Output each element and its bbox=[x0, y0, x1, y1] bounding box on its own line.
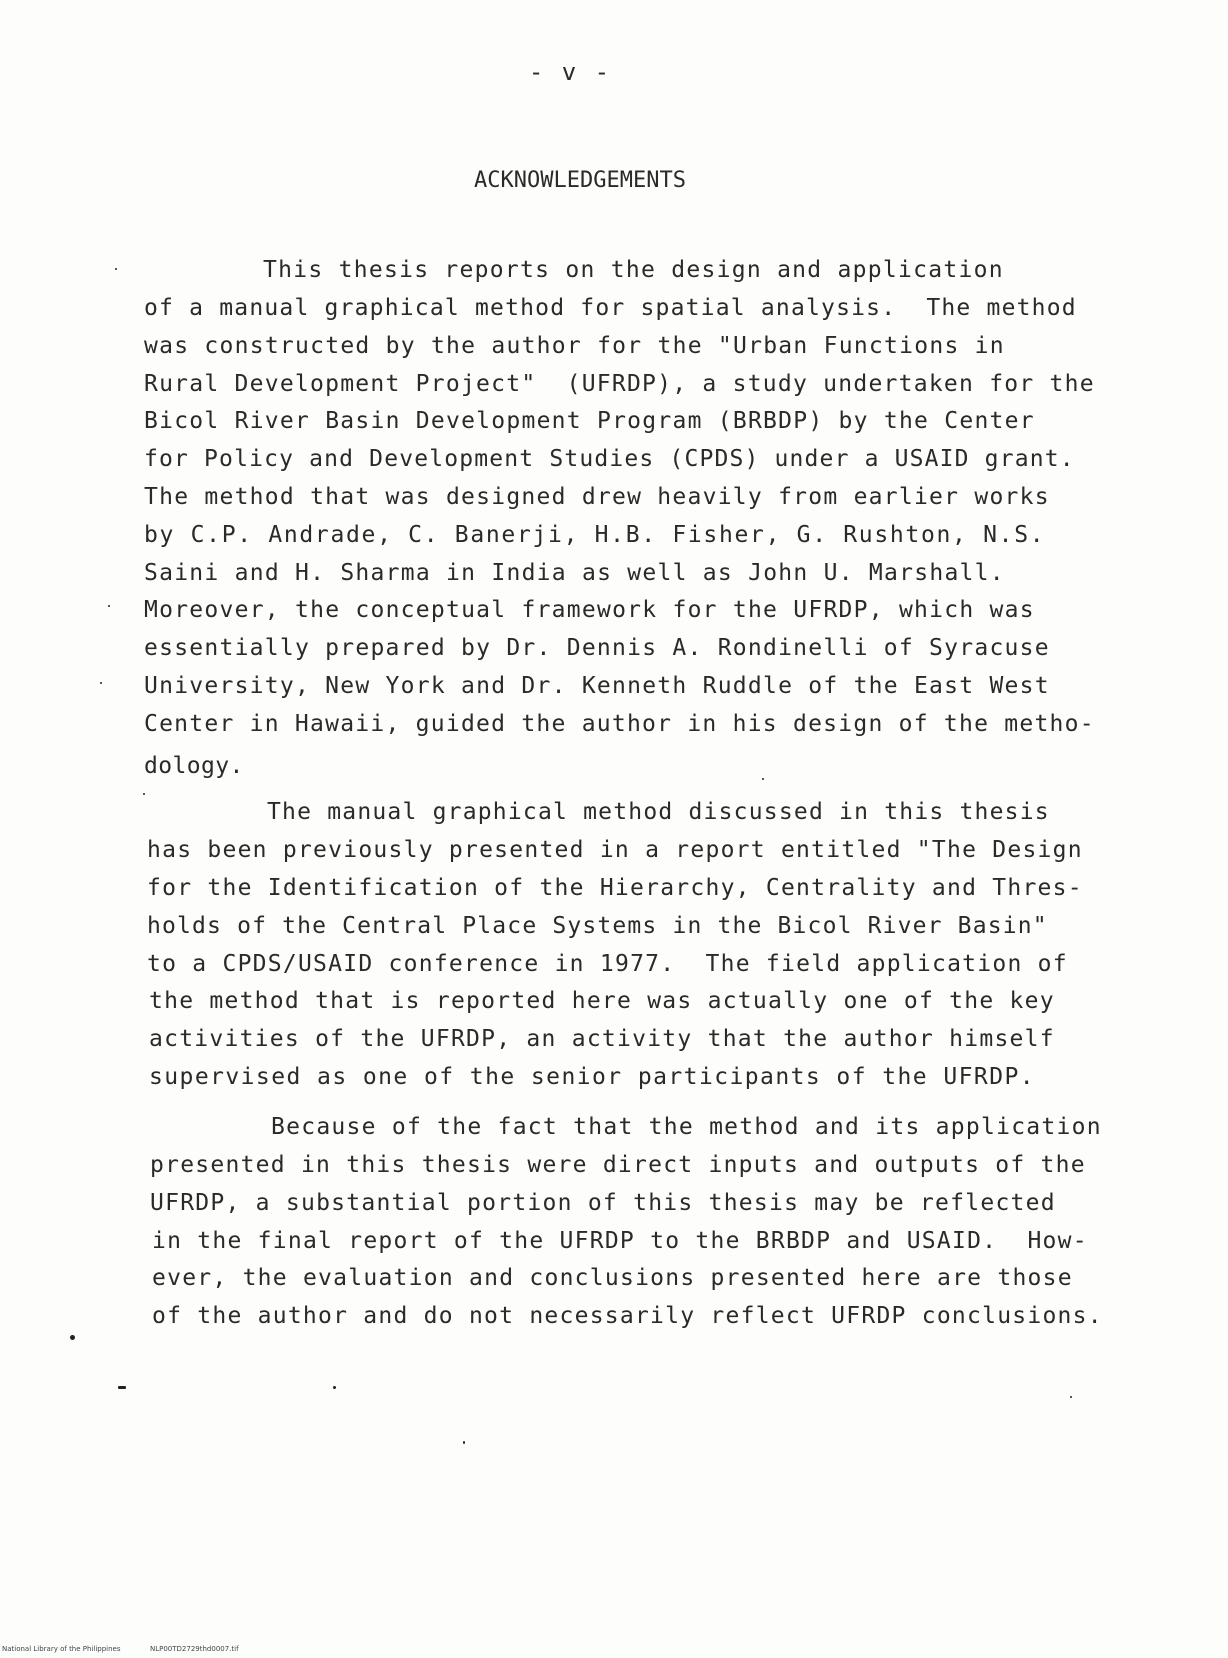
text-line: dology. bbox=[144, 753, 244, 779]
scan-speck bbox=[108, 605, 110, 607]
text-line: supervised as one of the senior participants of the UFRDP. bbox=[149, 1064, 1036, 1090]
scan-speck bbox=[115, 268, 117, 270]
text-line: of a manual graphical method for spatial analysis. The method bbox=[144, 295, 1077, 321]
text-line: Bicol River Basin Development Program (BRBDP) by the Center bbox=[144, 408, 1035, 434]
scan-speck bbox=[70, 1335, 75, 1340]
text-line: University, New York and Dr. Kenneth Ruddle of the East West bbox=[144, 673, 1050, 699]
text-line: by C.P. Andrade, C. Banerji, H.B. Fisher, G. Rushton, N.S. bbox=[144, 522, 1046, 548]
text-line: Because of the fact that the method and its application bbox=[271, 1114, 1102, 1140]
text-line: UFRDP, a substantial portion of this thesis may be reflected bbox=[150, 1190, 1056, 1216]
text-line: to a CPDS/USAID conference in 1977. The field application of bbox=[147, 951, 1068, 977]
scan-speck bbox=[100, 682, 102, 684]
page-title: ACKNOWLEDGEMENTS bbox=[474, 168, 686, 193]
scan-speck bbox=[143, 793, 145, 795]
text-line: Moreover, the conceptual framework for the UFRDP, which was bbox=[144, 597, 1035, 623]
footer-file-id: NLP00TD2729thd0007.tif bbox=[150, 1645, 239, 1653]
text-line: was constructed by the author for the "Urban Functions in bbox=[144, 333, 1005, 359]
text-line: in the final report of the UFRDP to the BRBDP and USAID. How- bbox=[152, 1228, 1088, 1254]
text-line: Rural Development Project" (UFRDP), a study undertaken for the bbox=[144, 371, 1095, 397]
text-line: of the author and do not necessarily reflect UFRDP conclusions. bbox=[152, 1303, 1103, 1329]
text-line: The method that was designed drew heavily from earlier works bbox=[144, 484, 1050, 510]
text-line: Center in Hawaii, guided the author in his design of the metho- bbox=[144, 711, 1095, 737]
text-line: for the Identification of the Hierarchy, Centrality and Thres- bbox=[147, 875, 1083, 901]
scan-speck bbox=[118, 1386, 126, 1389]
text-line: ever, the evaluation and conclusions presented here are those bbox=[152, 1265, 1073, 1291]
text-line: holds of the Central Place Systems in the Bicol River Basin" bbox=[147, 913, 1048, 939]
scan-speck bbox=[1070, 1396, 1072, 1398]
text-line: essentially prepared by Dr. Dennis A. Rondinelli of Syracuse bbox=[144, 635, 1050, 661]
scan-speck bbox=[762, 778, 764, 780]
text-line: for Policy and Development Studies (CPDS) under a USAID grant. bbox=[144, 446, 1075, 472]
scan-speck bbox=[463, 1441, 465, 1444]
text-line: the method that is reported here was actually one of the key bbox=[149, 988, 1055, 1014]
footer-library: National Library of the Philippines bbox=[2, 1645, 121, 1653]
text-line: activities of the UFRDP, an activity that the author himself bbox=[149, 1026, 1055, 1052]
text-line: This thesis reports on the design and application bbox=[263, 257, 1004, 283]
text-line: The manual graphical method discussed in this thesis bbox=[267, 799, 1050, 825]
scan-speck bbox=[333, 1386, 336, 1389]
text-line: has been previously presented in a report entitled "The Design bbox=[147, 837, 1083, 863]
text-line: Saini and H. Sharma in India as well as John U. Marshall. bbox=[144, 560, 1005, 586]
page-number: - v - bbox=[528, 58, 612, 86]
text-line: presented in this thesis were direct inputs and outputs of the bbox=[150, 1152, 1086, 1178]
